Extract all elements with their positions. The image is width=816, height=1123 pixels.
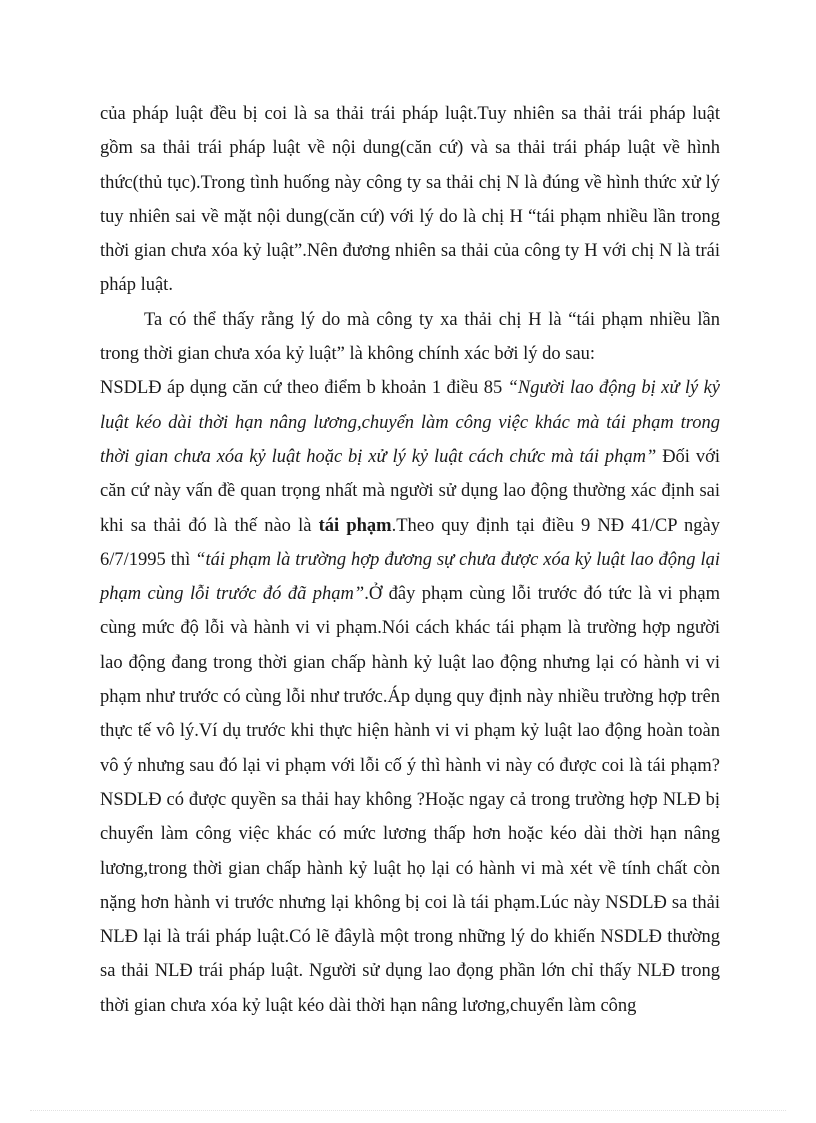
paragraph-1: của pháp luật đều bị coi là sa thải trái pháp luật.Tuy nhiên sa thải trái pháp luật gồm sa thải trái pháp luật về nội dung(căn cứ) và sa thải trái pháp luật về hình thức(thủ tục).Trong tình huống này công ty sa thải chị N là đúng về hình thức xử lý tuy nhiên sai về mặt nội dung(căn cứ) với lý do là chị H “tái phạm nhiều lần trong thời gian chưa xóa kỷ luật”.Nên đương nhiên sa thải của công ty H với chị N là trái pháp luật. [100, 104, 720, 296]
key-term: tái phạm [318, 515, 392, 536]
paragraph-3-mid2: .Theo quy định tại điều 9 NĐ 41/CP ngày 6/7/1995 thì [100, 515, 720, 570]
paragraph-3-rest: .Ở đây phạm cùng lỗi trước đó tức là vi phạm cùng mức độ lỗi và hành vi vi phạm.Nói cách khác tái phạm là trường hợp người lao động đang trong thời gian chấp hành kỷ luật lao động nhưng lại có hành vi vi phạm như trước có cùng lỗi như trước.Áp dụng quy định này nhiều trường hợp trên thực tế vô lý.Ví dụ trước khi thực hiện hành vi vi phạm kỷ luật lao động hoàn toàn vô ý nhưng sau đó lại vi phạm với lỗi cố ý thì hành vi này có được coi là tái phạm? NSDLĐ có được quyền sa thải hay không ?Hoặc ngay cả trong trường hợp NLĐ bị chuyển làm công việc khác có mức lương thấp hơn hoặc kéo dài thời hạn nâng lương,trong thời gian chấp hành kỷ luật họ lại có hành vi mà xét về tính chất còn nặng hơn hành vi trước nhưng lại không bị coi là tái phạm.Lúc này NSDLĐ sa thải NLĐ lại là trái pháp luật.Có lẽ đâylà một trong những lý do khiến NSDLĐ thường sa thải NLĐ trái pháp luật. Người sử dụng lao đọng phần lớn chỉ thấy NLĐ trong thời gian chưa xóa kỷ luật kéo dài thời hạn nâng lương,chuyển làm công [100, 584, 720, 1016]
paragraph-3 [100, 371, 720, 1023]
legal-quote-article-85: “Người lao động bị xử lý kỷ luật kéo dài thời hạn nâng lương,chuyển làm công việc khác mà tái phạm trong thời gian chưa xóa kỷ luật hoặc bị xử lý kỷ luật cách chức mà tái phạm” [100, 378, 720, 467]
page-bottom-divider [30, 1110, 786, 1111]
document-body [100, 97, 720, 1023]
legal-quote-decree-41: “tái phạm là trường hợp đương sự chưa được xóa kỷ luật lao động lại phạm cùng lỗi trước đó đã phạm” [100, 549, 720, 605]
paragraph-3-lead: NSDLĐ áp dụng căn cứ theo điểm b khoản 1 điều 85 [100, 378, 508, 399]
paragraph-3-mid: Đối với căn cứ này vấn đề quan trọng nhất mà người sử dụng lao động thường xác định sai khi sa thải đó là thế nào là [100, 446, 720, 536]
paragraph-2: Ta có thể thấy rằng lý do mà công ty xa thải chị H là “tái phạm nhiều lần trong thời gian chưa xóa kỷ luật” là không chính xác bởi lý do sau: [100, 309, 720, 365]
